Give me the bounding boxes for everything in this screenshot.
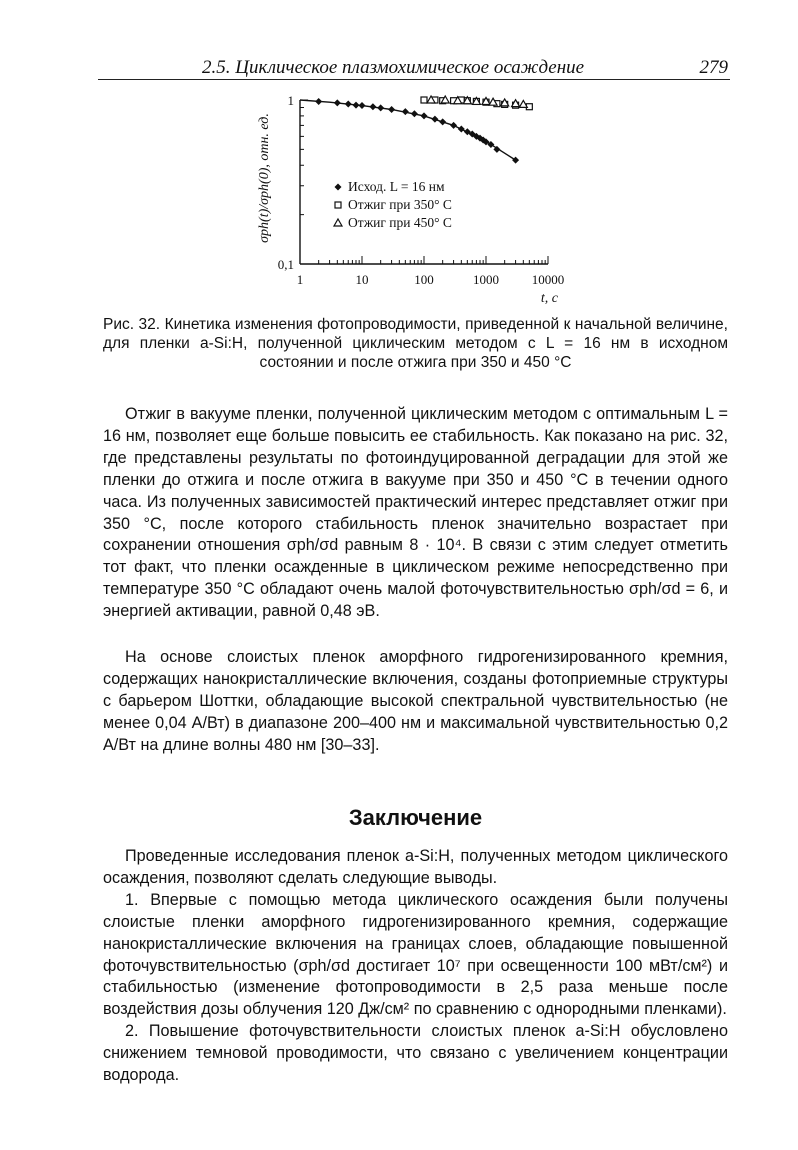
data-point-diamond xyxy=(431,116,438,123)
data-point-diamond xyxy=(334,99,341,106)
data-point-diamond xyxy=(458,126,465,133)
data-point-diamond xyxy=(450,122,457,129)
page-number: 279 xyxy=(699,57,728,78)
legend-label: Отжиг при 350° С xyxy=(348,197,452,212)
data-point-diamond xyxy=(315,98,322,105)
data-point-diamond xyxy=(421,112,428,119)
fit-curve xyxy=(300,100,516,160)
chart-legend xyxy=(334,179,452,230)
y-axis-label: σph(t)/σph(0), отн. ед. xyxy=(257,113,272,243)
data-point-diamond xyxy=(377,104,384,111)
conclusion-item: 1. Впервые с помощью метода циклического осаждения были получены слоистые пленки аморфного гидрогенизированного кремния, содержащие нанокристаллические включения на границах слоев, обладающие повышенной фоточувствительностью (σph/σd достигает 10⁷ при освещенности 100 мВт/см²) и стабильностью (изменение фотопроводимости в 2,5 раза меньше после воздействия дозы облучения 120 Дж/см² по сравнению с однородными пленками). xyxy=(103,890,728,1019)
legend-marker xyxy=(335,184,342,191)
data-point-square xyxy=(421,97,427,103)
y-tick-label: 1 xyxy=(287,93,294,108)
fit-curve-group xyxy=(300,100,516,160)
data-point-diamond xyxy=(388,106,395,113)
paragraph: На основе слоистых пленок аморфного гидрогенизированного кремния, содержащих нанокристаллические включения, созданы фотоприемные структуры с барьером Шоттки, обладающие высокой спектральной чувствительностью (не менее 0,04 А/Вт) в диапазоне 200–400 нм и максимальной чувствительностью 0,2 А/Вт на длине волны 480 нм [30–33]. xyxy=(103,648,728,754)
conclusion-text xyxy=(103,846,728,1087)
running-title: 2.5. Циклическое плазмохимическое осаждение xyxy=(202,57,585,78)
data-point-diamond xyxy=(359,102,366,109)
data-point-diamond xyxy=(512,157,519,164)
legend-label: Исход. L = 16 нм xyxy=(348,179,445,194)
conclusion-item: 2. Повышение фоточувствительности слоистых пленок a-Si:H обусловлено снижением темновой проводимости, что связано с увеличением концентрации водорода. xyxy=(103,1022,728,1085)
section-title: Заключение xyxy=(348,805,483,830)
data-point-diamond xyxy=(411,110,418,117)
data-point-diamond xyxy=(345,101,352,108)
data-point-diamond xyxy=(439,118,446,125)
figure-chart xyxy=(0,0,798,310)
conclusion-intro: Проведенные исследования пленок a-Si:H, полученных методом циклического осаждения, позволяют сделать следующие выводы. xyxy=(103,847,728,887)
legend-marker xyxy=(335,202,341,208)
paragraph: Отжиг в вакууме пленки, полученной циклическим методом с оптимальным L = 16 нм, позволяет еще больше повысить ее стабильность. Как показано на рис. 32, где представлены результаты по фотоиндуцированной деградации для этой же пленки до отжига и после отжига в вакууме при 350 и 450 °С в течении одного часа. Из полученных зависимостей практический интерес представляет отжиг при 350 °С, после которого стабильность пленок значительно возрастает при сохранении отношения σph/σd равным 8 · 10⁴. В связи с этим следует отметить тот факт, что пленки осажденные в циклическом режиме непосредственно при температуре 350 °С обладают очень малой фоточувствительностью σph/σd = 6, и энергией активации, равной 0,48 эВ. xyxy=(103,405,728,621)
legend-label: Отжиг при 450° С xyxy=(348,215,452,230)
figure-caption: Рис. 32. Кинетика изменения фотопроводимости, приведенной к начальной величине, для пленки a-Si:H, полученной циклическим методом с L = 16 нм в исходном состоянии и после отжига при 350 и 450 °С xyxy=(103,316,728,371)
x-tick-label: 100 xyxy=(414,272,434,287)
body-text xyxy=(103,404,728,623)
x-axis-label: t, с xyxy=(540,291,558,306)
data-point-diamond xyxy=(369,103,376,110)
x-tick-label: 10000 xyxy=(531,272,565,287)
x-tick-label: 10 xyxy=(355,272,369,287)
y-tick-label: 0,1 xyxy=(277,257,294,272)
data-point-diamond xyxy=(352,102,359,109)
legend-marker xyxy=(334,219,342,226)
data-point-diamond xyxy=(402,108,409,115)
x-tick-label: 1 xyxy=(296,272,304,287)
body-text xyxy=(103,647,728,757)
x-tick-label: 1000 xyxy=(473,272,499,287)
chart-marks xyxy=(315,96,532,164)
